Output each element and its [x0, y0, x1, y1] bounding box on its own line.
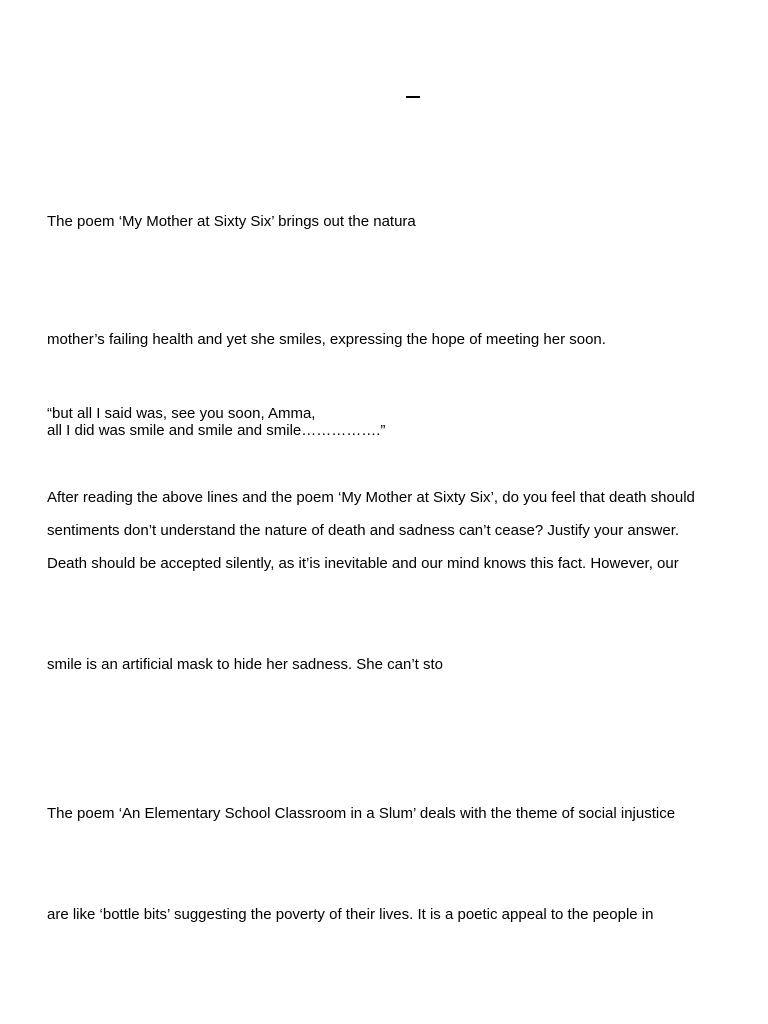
header-dash [406, 96, 420, 98]
paragraph-line: The poem ‘My Mother at Sixty Six’ brings out the natura [47, 213, 416, 230]
quote-line: “but all I said was, see you soon, Amma, [47, 405, 316, 422]
quote-line: all I did was smile and smile and smile…………….” [47, 422, 386, 439]
paragraph-line: are like ‘bottle bits’ suggesting the poverty of their lives. It is a poetic appeal to the people in [47, 906, 654, 923]
paragraph-line: The poem ‘An Elementary School Classroom in a Slum’ deals with the theme of social injustice [47, 805, 676, 822]
answer-line: Death should be accepted silently, as it’is inevitable and our mind knows this fact. However, our [47, 555, 679, 572]
answer-line: smile is an artificial mask to hide her sadness. She can’t sto [47, 656, 444, 673]
question-line: sentiments don’t understand the nature of death and sadness can’t cease? Justify your answer. [47, 522, 680, 539]
paragraph-line: mother’s failing health and yet she smiles, expressing the hope of meeting her soon. [47, 331, 606, 348]
question-line: After reading the above lines and the poem ‘My Mother at Sixty Six’, do you feel that death should [47, 489, 695, 506]
